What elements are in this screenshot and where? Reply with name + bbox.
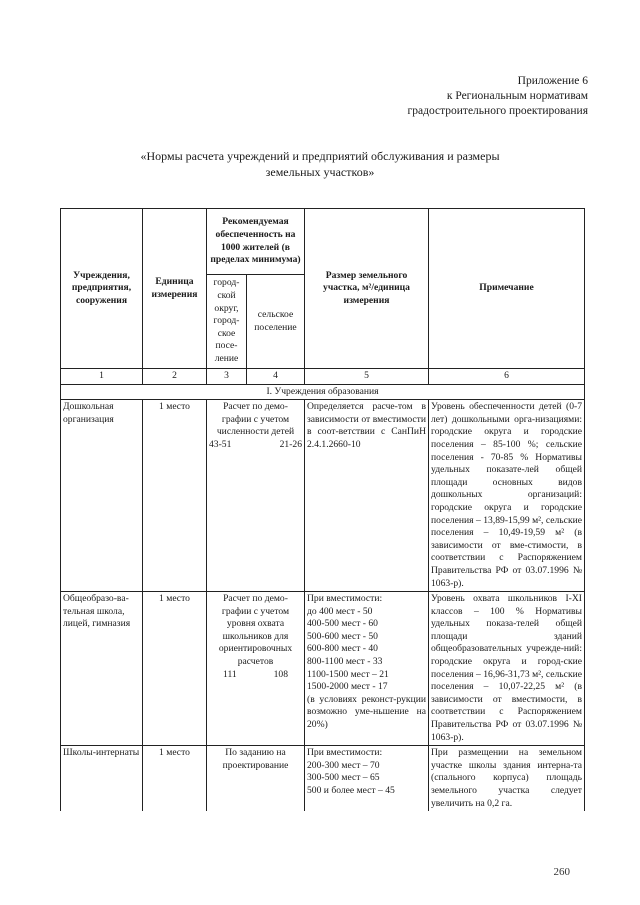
plot-line: 600-800 мест - 40 [307, 643, 378, 655]
row-plot-size: Определяется расче-том в зависимости от вместимости в соот-ветствии с СанПиН 2.4.1.2660-10 [305, 400, 429, 592]
plot-line: При вместимости: [307, 747, 383, 759]
row-urban-value: 111 [223, 668, 237, 680]
row-rural-value: 108 [273, 668, 288, 680]
row-provision [207, 400, 305, 592]
header-unit: Единица измерения [143, 209, 207, 369]
row-unit: 1 место [143, 592, 207, 746]
row-provision [207, 592, 305, 746]
row-institution: Общеобразо-ва-тельная школа, лицей, гимназия [61, 592, 143, 746]
appendix-line-1: Приложение 6 [517, 75, 588, 87]
plot-line: 800-1100 мест - 33 [307, 656, 383, 668]
row-plot-size [305, 592, 429, 746]
column-number: 4 [247, 369, 305, 385]
row-unit: 1 место [143, 400, 207, 592]
plot-line: 400-500 мест - 60 [307, 618, 378, 630]
appendix-line-3: градостроительного проектирования [407, 105, 588, 117]
section-title: I. Учреждения образования [61, 384, 585, 400]
title-line-1: «Нормы расчета учреждений и предприятий обслуживания и размеры [140, 149, 500, 163]
row-urban-value: 43-51 [209, 438, 232, 450]
table-row [61, 592, 585, 746]
row-provision [207, 746, 305, 811]
plot-line: до 400 мест - 50 [307, 605, 373, 617]
header-urban: город-ской округ, город-ское посе-ление [207, 275, 247, 369]
column-number: 2 [143, 369, 207, 385]
appendix-header [408, 74, 588, 119]
row-rural-value: 21-26 [279, 438, 302, 450]
plot-line: При вместимости: [307, 593, 383, 605]
header-plot-size: Размер земельного участка, м²/единица измерения [305, 209, 429, 369]
row-calc-text: Расчет по демо-графии с учетом численности детей [216, 401, 295, 438]
table-row [61, 746, 585, 811]
appendix-line-2: к Региональным нормативам [446, 90, 588, 102]
row-unit: 1 место [143, 746, 207, 811]
plot-line: 500 и более мест – 45 [307, 785, 395, 796]
row-calc-text: По заданию на проектирование [222, 747, 289, 771]
plot-line: 500-600 мест - 50 [307, 630, 378, 642]
header-provision: Рекомендуемая обеспеченность на 1000 жителей (в пределах минимума) [207, 209, 305, 275]
title-line-2: земельных участков» [265, 165, 375, 179]
plot-line: 1500-2000 мест - 17 [307, 681, 388, 693]
row-institution: Школы-интернаты [61, 746, 143, 811]
table-row [61, 400, 585, 592]
norms-table [60, 208, 585, 811]
row-note: Уровень охвата школьников I-XI классов – 100 % Нормативы удельных показа-телей общей площади зданий общеобразовательных учрежде-ний: городские округа и город-ские поселения – 16,96-31,73 м², сельские поселения – 10,07-22,25 м² (в зависимости от вместимости, в соответствии с Распоряжением Правительства РФ от 03.07.1996 № 1063-р). [429, 592, 585, 746]
column-number: 1 [61, 369, 143, 385]
column-number: 3 [207, 369, 247, 385]
plot-line: 200-300 мест – 70 [307, 759, 380, 771]
row-institution: Дошкольная организация [61, 400, 143, 592]
header-note: Примечание [429, 209, 585, 369]
plot-line: 1100-1500 мест – 21 [307, 668, 389, 680]
header-rural: сельское поселение [247, 275, 305, 369]
row-plot-size [305, 746, 429, 811]
row-note: Уровень обеспеченности детей (0-7 лет) дошкольными орга-низациями: городские округа и городские поселения – 85-100 %; сельские поселения - 70-85 % Нормативы удельных показате-лей общей площади основных видов дошкольных организаций: городские округа и городские поселения – 13,89-15,99 м², сельские поселения – 10,49-19,59 м² (в зависимости от вме-стимости, в соответствии с Распоряжением Правительства РФ от 03.07.1996 № 1063-р). [429, 400, 585, 592]
page-number: 260 [553, 866, 570, 878]
column-number: 6 [429, 369, 585, 385]
plot-line: (в условиях реконст-рукции возможно уме-ньшение на 20%) [307, 693, 426, 731]
document-title [60, 148, 580, 180]
header-institution: Учреждения, предприятия, сооружения [61, 209, 143, 369]
row-note: При размещении на земельном участке школы здания интерна-та (спального корпуса) площадь земельного участка следует увеличить на 0,2 га. [429, 746, 585, 811]
plot-line: 300-500 мест – 65 [307, 772, 380, 784]
row-calc-text: Расчет по демо-графии с учетом уровня охвата школьников для ориентировочных расчетов [218, 593, 293, 668]
column-number: 5 [305, 369, 429, 385]
